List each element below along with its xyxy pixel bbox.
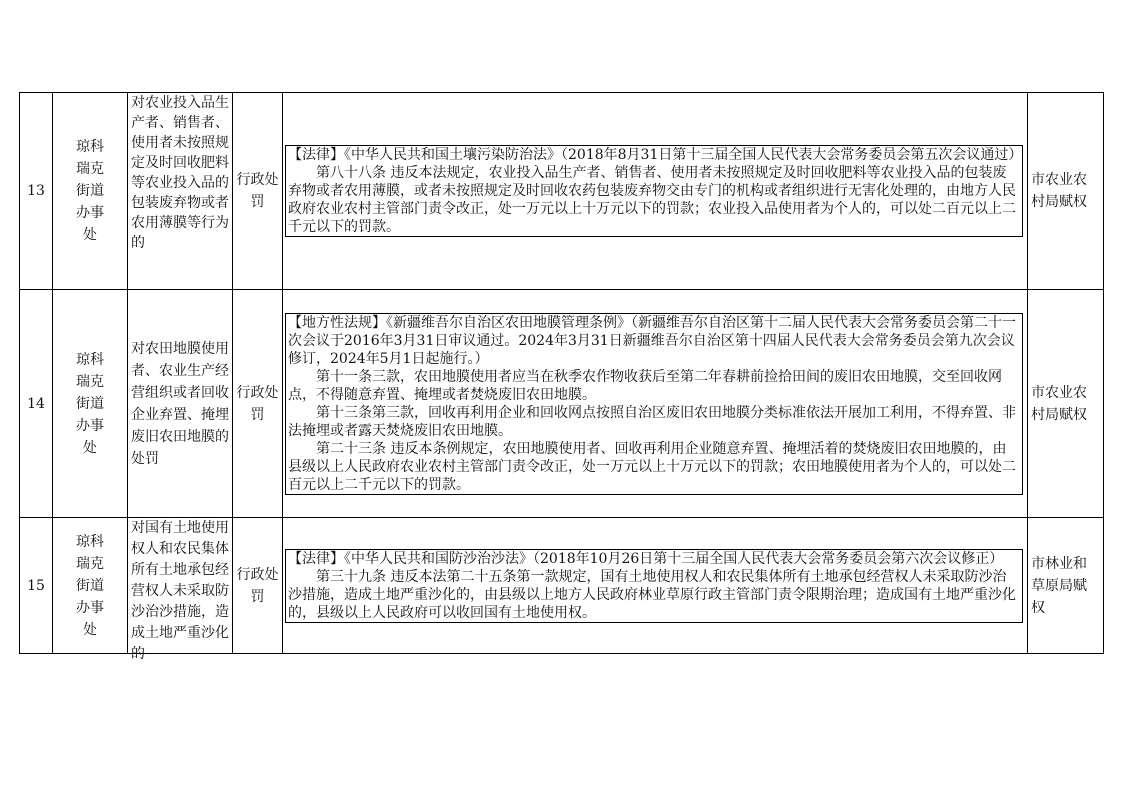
matter-name: 对农田地膜使用者、农业生产经营组织或者回收企业弃置、掩埋废旧农田地膜的处罚 (128, 290, 233, 518)
enforcement-table (19, 92, 1104, 662)
legal-basis-cell (283, 518, 1028, 654)
table-row (20, 93, 1104, 290)
row-number: 15 (20, 518, 53, 654)
implementing-department: 市农业农村局赋权 (1028, 93, 1104, 290)
row-number: 14 (20, 290, 53, 518)
action-type: 行政处罚 (233, 518, 283, 654)
law-heading: 【法律】《中华人民共和国防沙治沙法》（2018年10月26日第十三届全国人民代表大会常务委员会第六次会议修正） (288, 550, 1004, 567)
implementing-department: 市农业农村局赋权 (1028, 290, 1104, 518)
action-type: 行政处罚 (233, 290, 283, 518)
law-article: 第三十九条 违反本法第二十五条第一款规定，国有土地使用权人和农民集体所有土地承包经营权人未采取防沙治沙措施，造成土地严重沙化的，由县级以上地方人民政府林业草原行政主管部门责令限期治理；造成国有土地严重沙化的，县级以上人民政府可以收回国有土地使用权。 (288, 568, 1016, 621)
legal-basis-cell (283, 290, 1028, 518)
implementing-department: 市林业和草原局赋权 (1028, 518, 1104, 654)
enforcement-subject: 琼科瑞克街道办事处 (53, 290, 128, 518)
law-article: 第十一条三款，农田地膜使用者应当在秋季农作物收获后至第二年春耕前捡拾田间的废旧农田地膜，交至回收网点，不得随意弃置、掩埋或者焚烧废旧农田地膜。 (288, 368, 1002, 403)
law-heading: 【地方性法规】《新疆维吾尔自治区农田地膜管理条例》（新疆维吾尔自治区第十二届人民代表大会常务委员会第二十一次会议于2016年3月31日审议通过。2024年3月31日新疆维吾尔自治区第十四届人民代表大会常务委员会第九次会议修订，2024年5月1日起施行。） (288, 314, 1016, 367)
enforcement-subject: 琼科瑞克街道办事处 (53, 518, 128, 654)
law-article: 第十三条第三款，回收再利用企业和回收网点按照自治区废旧农田地膜分类标准依法开展加工利用，不得弃置、非法掩埋或者露天焚烧废旧农田地膜。 (288, 404, 1016, 439)
legal-basis-cell (283, 93, 1028, 290)
law-article: 第八十八条 违反本法规定，农业投入品生产者、销售者、使用者未按照规定及时回收肥料等农业投入品的包装废弃物或者农用薄膜，或者未按照规定及时回收农药包装废弃物交由专门的机构或者组织进行无害化处理的，由地方人民政府农业农村主管部门责令改正，处一万元以上十万元以下的罚款；农业投入品使用者为个人的，可以处二百元以上二千元以下的罚款。 (288, 165, 1016, 235)
legal-basis (285, 145, 1023, 237)
matter-name: 对农业投入品生产者、销售者、使用者未按照规定及时回收肥料等农业投入品的包装废弃物或者农用薄膜等行为的 (128, 93, 233, 290)
legal-basis (285, 313, 1023, 495)
table-row (20, 518, 1104, 654)
row-number: 13 (20, 93, 53, 290)
table-row (20, 290, 1104, 518)
matter-name: 对国有土地使用权人和农民集体所有土地承包经营权人未采取防沙治沙措施，造成土地严重沙化的 (128, 518, 233, 654)
law-article: 第二十三条 违反本条例规定，农田地膜使用者、回收再利用企业随意弃置、掩埋活着的焚烧废旧农田地膜的，由县级以上人民政府农业农村主管部门责令改正，处一万元以上十万元以下的罚款；农田地膜使用者为个人的，可以处二百元以上二千元以下的罚款。 (288, 440, 1016, 493)
law-heading: 【法律】《中华人民共和国土壤污染防治法》（2018年8月31日第十三届全国人民代表大会常务委员会第五次会议通过） (288, 147, 1023, 163)
enforcement-subject: 琼科瑞克街道办事处 (53, 93, 128, 290)
legal-basis (285, 549, 1023, 623)
action-type: 行政处罚 (233, 93, 283, 290)
